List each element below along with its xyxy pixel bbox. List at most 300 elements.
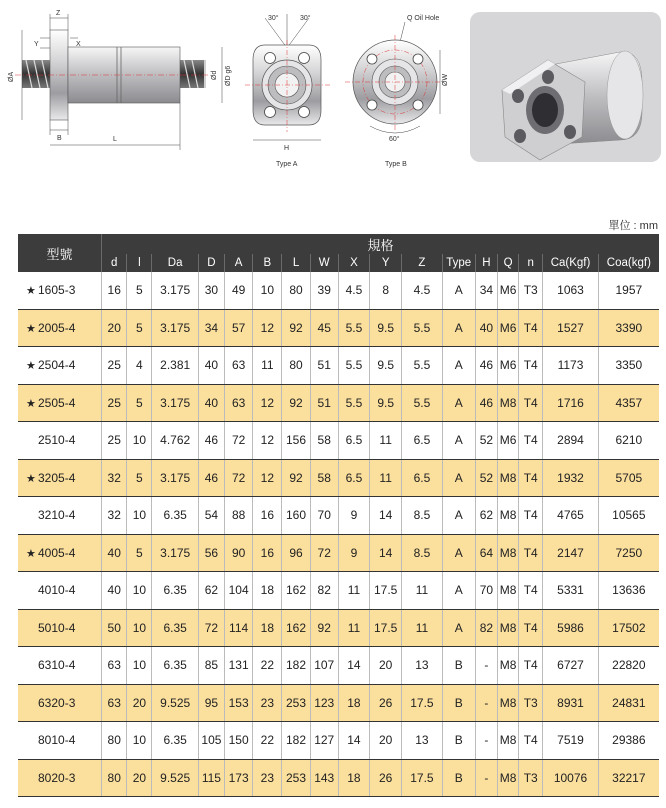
table-cell: 13636 bbox=[598, 572, 659, 610]
table-cell: 20 bbox=[127, 759, 152, 797]
model-label: 4010-4 bbox=[38, 583, 76, 598]
table-cell: 3.175 bbox=[152, 272, 198, 309]
dim-b-label: B bbox=[57, 135, 62, 142]
dim-da-label: ØA bbox=[8, 71, 15, 82]
column-header: B bbox=[253, 254, 282, 272]
model-label: 2504-4 bbox=[38, 358, 76, 373]
table-cell: 5331 bbox=[543, 572, 598, 610]
table-cell: 12 bbox=[253, 422, 282, 460]
table-cell: 11 bbox=[338, 609, 369, 647]
table-cell: 3.175 bbox=[152, 384, 198, 422]
dim-x-label: X bbox=[76, 41, 81, 48]
table-cell: 4.762 bbox=[152, 422, 198, 460]
table-cell: 25 bbox=[102, 422, 127, 460]
table-cell: 5986 bbox=[543, 609, 598, 647]
table-cell: A bbox=[442, 609, 475, 647]
table-cell: 8 bbox=[370, 272, 402, 309]
table-cell: M8 bbox=[497, 759, 518, 797]
product-photo bbox=[470, 12, 661, 162]
table-cell: 22 bbox=[253, 647, 282, 685]
table-cell: 70 bbox=[475, 572, 497, 610]
table-cell: M8 bbox=[497, 722, 518, 760]
table-cell: 72 bbox=[198, 609, 224, 647]
table-cell: 51 bbox=[310, 347, 338, 385]
dim-d-label: Ød bbox=[211, 70, 218, 80]
table-cell: 40 bbox=[102, 534, 127, 572]
table-cell: 29386 bbox=[598, 722, 659, 760]
model-cell bbox=[18, 347, 102, 385]
table-cell: 5.5 bbox=[402, 309, 442, 347]
table-cell: A bbox=[442, 309, 475, 347]
table-cell: T4 bbox=[519, 459, 543, 497]
table-row bbox=[18, 759, 659, 797]
table-cell: 5.5 bbox=[402, 384, 442, 422]
table-row bbox=[18, 272, 659, 309]
table-cell: M6 bbox=[497, 272, 518, 309]
table-cell: 182 bbox=[282, 647, 310, 685]
table-cell: 72 bbox=[225, 422, 253, 460]
table-cell: 72 bbox=[310, 534, 338, 572]
table-cell: 104 bbox=[225, 572, 253, 610]
table-cell: 58 bbox=[310, 422, 338, 460]
table-row bbox=[18, 609, 659, 647]
table-cell: 6.5 bbox=[402, 459, 442, 497]
table-cell: 14 bbox=[338, 647, 369, 685]
table-cell: 6.5 bbox=[338, 422, 369, 460]
table-cell: M6 bbox=[497, 347, 518, 385]
column-header: Ca(Kgf) bbox=[543, 254, 598, 272]
table-cell: 46 bbox=[475, 347, 497, 385]
table-cell: 26 bbox=[370, 759, 402, 797]
table-cell: 10 bbox=[127, 722, 152, 760]
table-cell: 3.175 bbox=[152, 309, 198, 347]
table-cell: 49 bbox=[225, 272, 253, 309]
table-cell: 4.5 bbox=[402, 272, 442, 309]
table-row bbox=[18, 572, 659, 610]
column-header-row bbox=[18, 254, 659, 272]
column-header: A bbox=[225, 254, 253, 272]
table-cell: T4 bbox=[519, 609, 543, 647]
column-header: Type bbox=[442, 254, 475, 272]
table-cell: 14 bbox=[370, 497, 402, 535]
table-cell: 17502 bbox=[598, 609, 659, 647]
table-cell: 92 bbox=[282, 459, 310, 497]
model-cell bbox=[18, 759, 102, 797]
table-cell: 162 bbox=[282, 572, 310, 610]
table-cell: 92 bbox=[282, 309, 310, 347]
table-cell: T4 bbox=[519, 384, 543, 422]
table-cell: 96 bbox=[282, 534, 310, 572]
table-cell: 64 bbox=[475, 534, 497, 572]
table-body bbox=[18, 272, 659, 797]
table-cell: 5.5 bbox=[402, 347, 442, 385]
unit-label: 單位 : mm bbox=[608, 220, 658, 232]
table-cell: 9.5 bbox=[370, 347, 402, 385]
table-cell: 26 bbox=[370, 684, 402, 722]
table-cell: T4 bbox=[519, 647, 543, 685]
table-cell: A bbox=[442, 422, 475, 460]
model-cell bbox=[18, 384, 102, 422]
table-cell: 4765 bbox=[543, 497, 598, 535]
model-label: 6320-3 bbox=[38, 695, 76, 710]
table-cell: 6.5 bbox=[402, 422, 442, 460]
table-cell: 32 bbox=[102, 459, 127, 497]
table-cell: 3390 bbox=[598, 309, 659, 347]
column-header: Y bbox=[370, 254, 402, 272]
table-cell: 11 bbox=[338, 572, 369, 610]
table-cell: 2147 bbox=[543, 534, 598, 572]
table-cell: 1527 bbox=[543, 309, 598, 347]
star-icon: ★ bbox=[26, 472, 36, 485]
table-cell: 80 bbox=[282, 347, 310, 385]
table-cell: 10 bbox=[127, 609, 152, 647]
model-cell bbox=[18, 572, 102, 610]
table-cell: 40 bbox=[198, 347, 224, 385]
table-cell: T3 bbox=[519, 759, 543, 797]
table-cell: 50 bbox=[102, 609, 127, 647]
table-cell: 12 bbox=[253, 384, 282, 422]
model-label: 2005-4 bbox=[38, 320, 76, 335]
table-cell: 8.5 bbox=[402, 534, 442, 572]
table-cell: 63 bbox=[102, 647, 127, 685]
model-label: 3210-4 bbox=[38, 508, 76, 523]
screw-right-end bbox=[180, 60, 204, 88]
table-cell: 20 bbox=[102, 309, 127, 347]
table-cell: 6727 bbox=[543, 647, 598, 685]
table-cell: 20 bbox=[370, 722, 402, 760]
table-cell: 5705 bbox=[598, 459, 659, 497]
table-cell: 10076 bbox=[543, 759, 598, 797]
model-label: 1605-3 bbox=[38, 283, 76, 298]
table-cell: B bbox=[442, 647, 475, 685]
table-cell: A bbox=[442, 272, 475, 309]
table-cell: 5 bbox=[127, 534, 152, 572]
table-cell: B bbox=[442, 759, 475, 797]
type-b-view bbox=[345, 15, 449, 168]
table-cell: 5.5 bbox=[338, 309, 369, 347]
column-header: L bbox=[282, 254, 310, 272]
table-row bbox=[18, 459, 659, 497]
table-cell: 18 bbox=[253, 609, 282, 647]
table-cell: 40 bbox=[475, 309, 497, 347]
column-header: Z bbox=[402, 254, 442, 272]
table-cell: 23 bbox=[253, 684, 282, 722]
table-cell: A bbox=[442, 534, 475, 572]
table-cell: 92 bbox=[282, 384, 310, 422]
type-a-h-label: H bbox=[284, 145, 290, 152]
table-cell: 5.5 bbox=[338, 384, 369, 422]
model-cell bbox=[18, 722, 102, 760]
table-cell: 6.35 bbox=[152, 722, 198, 760]
table-cell: A bbox=[442, 347, 475, 385]
table-cell: T4 bbox=[519, 722, 543, 760]
table-cell: M8 bbox=[497, 684, 518, 722]
table-cell: T4 bbox=[519, 534, 543, 572]
table-cell: A bbox=[442, 497, 475, 535]
table-cell: 9.525 bbox=[152, 684, 198, 722]
dim-y-label: Y bbox=[34, 41, 39, 48]
table-cell: M8 bbox=[497, 384, 518, 422]
table-row bbox=[18, 347, 659, 385]
type-a-angle2: 30° bbox=[300, 15, 311, 22]
table-cell: A bbox=[442, 384, 475, 422]
table-cell: 63 bbox=[225, 347, 253, 385]
table-cell: 6.35 bbox=[152, 497, 198, 535]
model-header: 型號 bbox=[18, 234, 102, 272]
table-cell: 80 bbox=[102, 759, 127, 797]
table-cell: T3 bbox=[519, 272, 543, 309]
table-row bbox=[18, 647, 659, 685]
table-cell: 72 bbox=[225, 459, 253, 497]
table-cell: 11 bbox=[253, 347, 282, 385]
table-cell: 14 bbox=[338, 722, 369, 760]
table-cell: 2.381 bbox=[152, 347, 198, 385]
table-cell: - bbox=[475, 684, 497, 722]
table-cell: 11 bbox=[402, 572, 442, 610]
model-cell bbox=[18, 459, 102, 497]
table-cell: M8 bbox=[497, 609, 518, 647]
table-cell: 8.5 bbox=[402, 497, 442, 535]
table-cell: 70 bbox=[310, 497, 338, 535]
spec-group-header: 規格 bbox=[102, 234, 659, 254]
table-cell: - bbox=[475, 647, 497, 685]
table-row bbox=[18, 534, 659, 572]
table-cell: 17.5 bbox=[370, 572, 402, 610]
table-cell: 20 bbox=[127, 684, 152, 722]
dim-z-label: Z bbox=[56, 10, 61, 17]
table-cell: 16 bbox=[102, 272, 127, 309]
table-cell: 22 bbox=[253, 722, 282, 760]
table-row bbox=[18, 497, 659, 535]
type-b-caption: Type B bbox=[385, 161, 407, 168]
model-label: 2510-4 bbox=[38, 433, 76, 448]
table-cell: 46 bbox=[198, 459, 224, 497]
table-cell: 88 bbox=[225, 497, 253, 535]
table-cell: 1173 bbox=[543, 347, 598, 385]
table-cell: - bbox=[475, 759, 497, 797]
table-cell: 1716 bbox=[543, 384, 598, 422]
table-cell: 52 bbox=[475, 459, 497, 497]
table-cell: 5.5 bbox=[338, 347, 369, 385]
table-cell: 39 bbox=[310, 272, 338, 309]
table-row bbox=[18, 722, 659, 760]
table-cell: 6.35 bbox=[152, 647, 198, 685]
model-cell bbox=[18, 609, 102, 647]
column-header: W bbox=[310, 254, 338, 272]
type-a-view bbox=[245, 14, 330, 168]
table-cell: 45 bbox=[310, 309, 338, 347]
table-cell: 85 bbox=[198, 647, 224, 685]
table-cell: 32217 bbox=[598, 759, 659, 797]
table-cell: M8 bbox=[497, 534, 518, 572]
table-row bbox=[18, 684, 659, 722]
table-cell: 20 bbox=[370, 647, 402, 685]
table-cell: 153 bbox=[225, 684, 253, 722]
table-cell: A bbox=[442, 459, 475, 497]
column-header: Da bbox=[152, 254, 198, 272]
table-cell: 123 bbox=[310, 684, 338, 722]
table-cell: 150 bbox=[225, 722, 253, 760]
table-cell: 32 bbox=[102, 497, 127, 535]
column-header: D bbox=[198, 254, 224, 272]
table-cell: 25 bbox=[102, 347, 127, 385]
star-icon: ★ bbox=[26, 397, 36, 410]
table-cell: 5 bbox=[127, 272, 152, 309]
dim-dd-label: ØD g6 bbox=[225, 65, 232, 86]
table-cell: 90 bbox=[225, 534, 253, 572]
table-cell: 16 bbox=[253, 497, 282, 535]
table-cell: 10 bbox=[127, 422, 152, 460]
table-cell: 18 bbox=[253, 572, 282, 610]
model-cell bbox=[18, 309, 102, 347]
table-cell: 127 bbox=[310, 722, 338, 760]
table-cell: 173 bbox=[225, 759, 253, 797]
table-cell: 57 bbox=[225, 309, 253, 347]
table-cell: 1063 bbox=[543, 272, 598, 309]
table-cell: 24831 bbox=[598, 684, 659, 722]
table-cell: 9 bbox=[338, 497, 369, 535]
column-header: Coa(kgf) bbox=[598, 254, 659, 272]
type-a-angle1: 30° bbox=[268, 15, 279, 22]
table-row bbox=[18, 309, 659, 347]
table-cell: 10565 bbox=[598, 497, 659, 535]
table-cell: 82 bbox=[310, 572, 338, 610]
column-header: n bbox=[519, 254, 543, 272]
table-cell: 17.5 bbox=[370, 609, 402, 647]
table-cell: 56 bbox=[198, 534, 224, 572]
table-cell: 62 bbox=[475, 497, 497, 535]
table-cell: 80 bbox=[102, 722, 127, 760]
table-cell: M6 bbox=[497, 309, 518, 347]
table-cell: 9 bbox=[338, 534, 369, 572]
table-cell: 156 bbox=[282, 422, 310, 460]
table-cell: 7519 bbox=[543, 722, 598, 760]
table-cell: 10 bbox=[253, 272, 282, 309]
table-cell: 5 bbox=[127, 459, 152, 497]
model-cell bbox=[18, 684, 102, 722]
table-cell: 13 bbox=[402, 722, 442, 760]
column-header: Q bbox=[497, 254, 518, 272]
table-cell: B bbox=[442, 684, 475, 722]
column-header: l bbox=[127, 254, 152, 272]
table-cell: 6.35 bbox=[152, 609, 198, 647]
table-cell: 115 bbox=[198, 759, 224, 797]
table-cell: 3.175 bbox=[152, 459, 198, 497]
table-cell: 5 bbox=[127, 309, 152, 347]
table-cell: T4 bbox=[519, 572, 543, 610]
model-cell bbox=[18, 422, 102, 460]
model-label: 2505-4 bbox=[38, 395, 76, 410]
table-cell: 11 bbox=[402, 609, 442, 647]
table-cell: 1932 bbox=[543, 459, 598, 497]
star-icon: ★ bbox=[26, 360, 36, 373]
model-label: 8010-4 bbox=[38, 733, 76, 748]
table-cell: 40 bbox=[198, 384, 224, 422]
table-cell: - bbox=[475, 722, 497, 760]
table-cell: 11 bbox=[370, 459, 402, 497]
table-cell: 62 bbox=[198, 572, 224, 610]
table-cell: 4 bbox=[127, 347, 152, 385]
model-cell bbox=[18, 272, 102, 309]
table-cell: 8931 bbox=[543, 684, 598, 722]
table-cell: 25 bbox=[102, 384, 127, 422]
table-cell: 12 bbox=[253, 309, 282, 347]
table-cell: A bbox=[442, 572, 475, 610]
table-cell: 23 bbox=[253, 759, 282, 797]
table-cell: 17.5 bbox=[402, 684, 442, 722]
table-cell: 30 bbox=[198, 272, 224, 309]
table-cell: M8 bbox=[497, 572, 518, 610]
table-cell: 10 bbox=[127, 647, 152, 685]
table-cell: 51 bbox=[310, 384, 338, 422]
table-cell: M8 bbox=[497, 459, 518, 497]
table-cell: 253 bbox=[282, 684, 310, 722]
table-cell: 4357 bbox=[598, 384, 659, 422]
product-render bbox=[470, 12, 661, 162]
table-cell: 18 bbox=[338, 759, 369, 797]
table-cell: 12 bbox=[253, 459, 282, 497]
dim-l-label: L bbox=[113, 136, 117, 143]
spec-table bbox=[18, 234, 659, 797]
type-b-oil-hole: Q Oil Hole bbox=[407, 15, 440, 22]
table-cell: 63 bbox=[102, 684, 127, 722]
column-header: X bbox=[338, 254, 369, 272]
model-cell bbox=[18, 647, 102, 685]
table-cell: 2894 bbox=[543, 422, 598, 460]
table-cell: 9.5 bbox=[370, 384, 402, 422]
table-row bbox=[18, 422, 659, 460]
table-cell: 143 bbox=[310, 759, 338, 797]
table-cell: T4 bbox=[519, 347, 543, 385]
model-label: 4005-4 bbox=[38, 545, 76, 560]
table-cell: 6.5 bbox=[338, 459, 369, 497]
table-cell: 34 bbox=[475, 272, 497, 309]
table-cell: 46 bbox=[198, 422, 224, 460]
model-label: 5010-4 bbox=[38, 620, 76, 635]
column-header: d bbox=[102, 254, 127, 272]
table-cell: 7250 bbox=[598, 534, 659, 572]
table-cell: 14 bbox=[370, 534, 402, 572]
table-cell: 131 bbox=[225, 647, 253, 685]
table-cell: 17.5 bbox=[402, 759, 442, 797]
table-cell: 9.5 bbox=[370, 309, 402, 347]
star-icon: ★ bbox=[26, 322, 36, 335]
table-cell: 22820 bbox=[598, 647, 659, 685]
table-cell: 80 bbox=[282, 272, 310, 309]
table-cell: 162 bbox=[282, 609, 310, 647]
table-cell: 63 bbox=[225, 384, 253, 422]
table-cell: 34 bbox=[198, 309, 224, 347]
table-cell: 253 bbox=[282, 759, 310, 797]
column-header: H bbox=[475, 254, 497, 272]
model-cell bbox=[18, 534, 102, 572]
table-cell: 10 bbox=[127, 572, 152, 610]
table-cell: 46 bbox=[475, 384, 497, 422]
table-cell: 58 bbox=[310, 459, 338, 497]
table-cell: 95 bbox=[198, 684, 224, 722]
table-cell: 6.35 bbox=[152, 572, 198, 610]
star-icon: ★ bbox=[26, 547, 36, 560]
table-cell: 11 bbox=[370, 422, 402, 460]
type-b-angle: 60° bbox=[389, 136, 400, 143]
model-cell bbox=[18, 497, 102, 535]
table-row bbox=[18, 384, 659, 422]
table-cell: T4 bbox=[519, 309, 543, 347]
table-cell: 3350 bbox=[598, 347, 659, 385]
table-cell: 107 bbox=[310, 647, 338, 685]
table-cell: 1957 bbox=[598, 272, 659, 309]
side-view bbox=[8, 10, 232, 150]
